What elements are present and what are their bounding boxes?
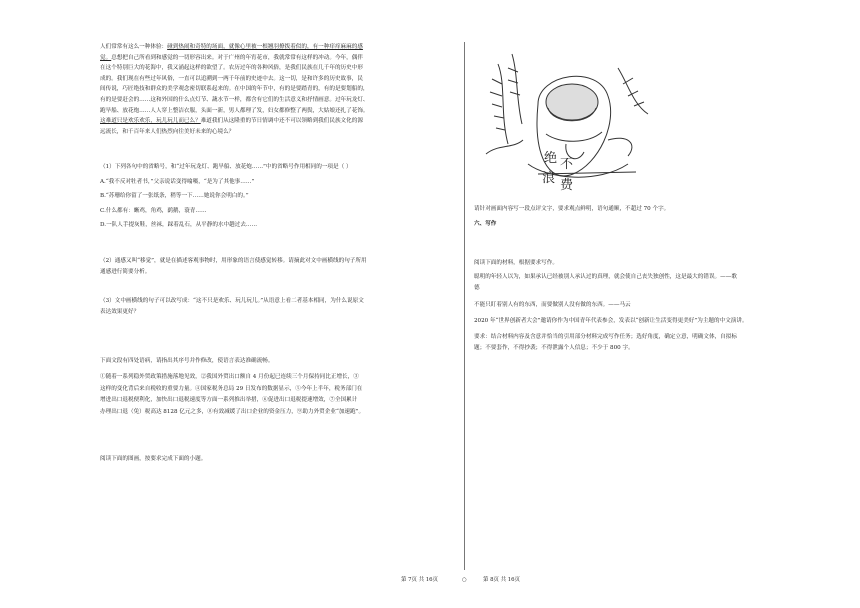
cartoon-word-3: 浪 xyxy=(542,171,556,186)
page-divider xyxy=(464,42,465,570)
passage-line xyxy=(100,74,369,85)
modify-text xyxy=(100,372,364,418)
cartoon-word-4: 费 xyxy=(560,178,574,193)
question-2 xyxy=(100,256,367,277)
passage-text: 远流长，和千百年来人们热烈向往美好未来的心境么？ xyxy=(100,128,235,135)
cartoon-task: 请针对画面内容写一段点评文字，要求观点鲜明，语句通顺，不超过 70 个字。 xyxy=(474,206,670,212)
option-d: D.一队人手提灰鞋，丝袜，踩着乱石，从平静的水中趟过去…… xyxy=(100,222,258,229)
quote-1 xyxy=(474,272,737,293)
requirements-line-1: 要求：结合材料内容及含意并恰当的引用部分材料完成写作任务；选好角度，确定立意，明确文体，自拟标 xyxy=(474,334,737,340)
question-3-line-1: （3）文中画横线的句子可以改写成：“这不只是欢乐、玩儿玩儿。”从语意上看二者基本相同，为什么说原文 xyxy=(100,298,364,304)
passage-text: 难道我们从这隆重的节日情调中还不可以领略到我们民族文化的源 xyxy=(200,118,363,125)
modify-line-1: ①随着一系列稳外贸政策措施落地见效，②我国外贸出口额自 4 月份起已连续三个月保持同比正增长，③ xyxy=(100,374,359,380)
quote-2: 不能只盯着别人有的东西，而要做别人没有做的东西。——马云 xyxy=(474,302,631,308)
modify-line-2: 这样的变化背后来自税收的重要力量。④国家税务总局 29 日发布的数据显示，⑤今年上半年，税务部门在 xyxy=(100,385,363,392)
passage-line xyxy=(100,127,369,138)
cartoon-word-1: 绝 xyxy=(544,151,558,166)
page-number-right: 第 8页 共 16页 xyxy=(483,577,520,583)
option-a: A.“我不反对牡者书，”父亲说话变得噏嗫，“是为了其他事……” xyxy=(100,178,255,185)
modify-line-3: 增进出口退税便利化，加快出口退税速度等方面一系列推出举措，⑥促进出口退税提速增效，⑦全国累计 xyxy=(100,397,358,404)
passage-text: 成的。我们现在有些过年风俗，一直可以追溯到一两千年前的史迹中去。这一切，是和许多的历史故事，民 xyxy=(100,75,363,82)
question-1-stem: （1）下列各句中的省略号，和“过年玩龙灯、跑旱船、放花炮……”中的省略号作用相同的一项是（ ） xyxy=(100,164,352,170)
question-3 xyxy=(100,296,364,317)
page-center-mark: ○ xyxy=(462,577,467,583)
passage-text: 总想把自己所看到和感觉的一切形容出来。对于广州的年宵花市，我就常常有这样的冲动。今年，偶伴 xyxy=(111,54,363,61)
passage-line xyxy=(100,84,369,95)
underlined-sentence: 觉。 xyxy=(100,54,112,61)
modify-intro: 下面文段有四处语病，请指出其序号并作修改，使语言表达准确流畅。 xyxy=(100,358,274,364)
section-title: 六、写作 xyxy=(474,221,497,227)
passage-text: 人们常常有这么一种体验： xyxy=(100,44,168,50)
modify-line-4: 办理出口退（免）税高达 8128 亿元之多，⑧有效减缓了出口企业的资金压力，⑨助力外贸企业“加速跑”。 xyxy=(100,408,365,415)
passage-text: 间传说，巧匠绝技和群众的美学观念密切联系起来的。在中国的年节中，有的是要踏青的，有的是要划船的， xyxy=(100,86,369,93)
passage-text: 跑旱船、放花炮……人人穿上整洁衣服，头面一新，男人都理了发，妇女都修整了两鬓，大姑娘还扎了花饰。 xyxy=(100,107,369,114)
passage-line xyxy=(100,63,369,74)
requirements-line-2: 题；不要套作，不得抄袭；不得泄露个人信息；不少于 800 字。 xyxy=(474,344,634,351)
requirements xyxy=(474,332,737,353)
picture-intro: 阅读下面的图画，按要求完成下面的小题。 xyxy=(100,456,207,462)
question-3-line-2: 表达效果更好？ xyxy=(100,308,140,315)
passage-line xyxy=(100,95,369,106)
passage-line xyxy=(100,106,369,117)
contest-text: 2020 年“世界创新者大会”邀请你作为中国青年代表参会，发表以“创新让生活变得更美好”为主题的中文演讲。 xyxy=(474,318,748,324)
cartoon-image xyxy=(478,44,658,196)
writing-intro: 阅读下面的材料，根据要求写作。 xyxy=(474,260,558,266)
underlined-sentence: 这难道只是欢乐欢乐，玩儿玩儿而已么？ xyxy=(100,118,201,125)
page-number-left: 第 7页 共 16页 xyxy=(401,577,438,583)
reading-passage xyxy=(100,42,369,137)
question-2-line-1: （2）通感又叫“移觉”，就是在描述客观事物时，用形象的语言使感觉转移。请摘此对文中画横线的句子所用 xyxy=(100,258,367,264)
passage-text: 在这个特别巨大的花海中，我又涌起这样的欲望了。农历过年的各种风俗，是我们民族在几千年的历史中形 xyxy=(100,65,363,72)
passage-line xyxy=(100,42,369,53)
cartoon-word-2: 不 xyxy=(560,157,574,172)
quote-1-line-1: 聪明的年轻人以为，如果承认已经被别人承认过的真理，就会使自己丧失独创性，这是最大的错误。——歌 xyxy=(474,274,737,280)
quote-1-line-2: 德 xyxy=(474,284,480,291)
option-c: C.什么都有：蜥鸡，角鸡，鹞鹅，蓑青…… xyxy=(100,207,207,214)
option-b: B.“苏珊给你留了一张纸条，稍等一下……她说你会明白的。” xyxy=(100,193,249,200)
passage-line xyxy=(100,116,369,127)
underlined-sentence: 碰到热闹和奇特的场面，就像心里被一根翘羽撩拨着似的，有一种痒痒麻麻的感 xyxy=(167,44,363,50)
question-1 xyxy=(100,162,352,231)
passage-line xyxy=(100,53,369,64)
passage-text: 有的是要赶会的……这和外国的什么点灯节、蔬水节一样，都含有它们的生活意义和抒情画意。过年玩龙灯、 xyxy=(100,96,369,103)
question-2-line-2: 通感进行简要分析。 xyxy=(100,268,151,275)
